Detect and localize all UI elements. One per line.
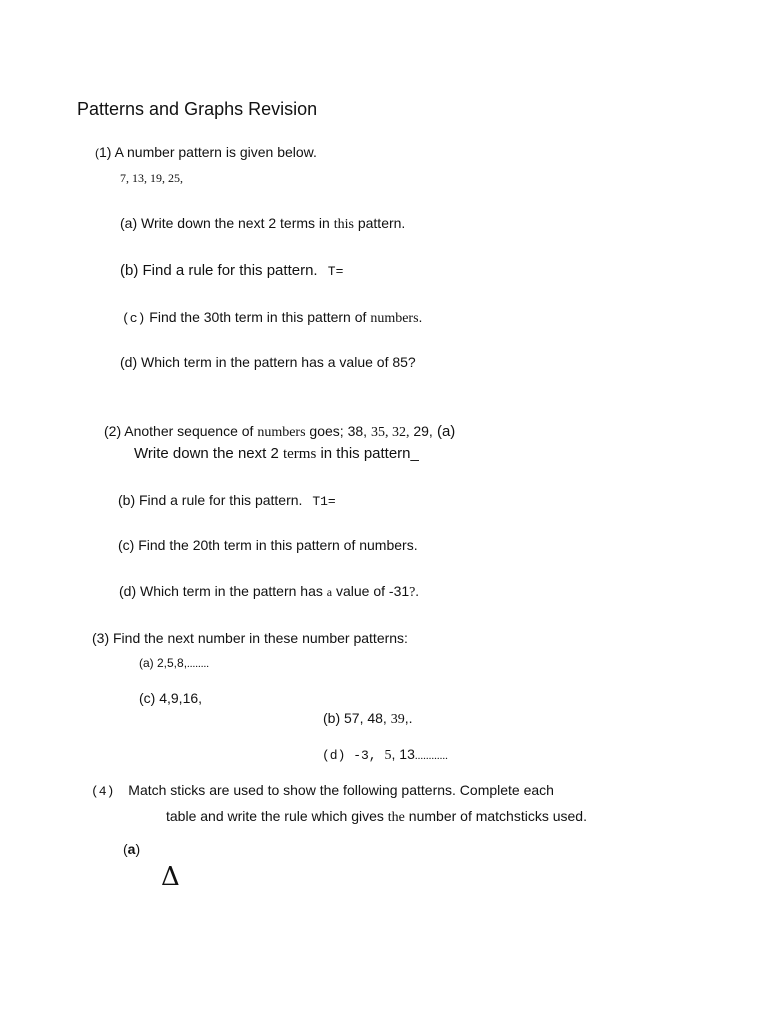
q4-line1 [91, 782, 554, 799]
q2-a-post: in this pattern_ [316, 445, 419, 462]
q1-a-mid: this [333, 217, 354, 232]
q4-a-open: ( [123, 841, 128, 857]
q2-a-label: (a) [432, 423, 456, 440]
page-title: Patterns and Graphs Revision [77, 99, 318, 119]
q2-pre: (2) Another sequence of [104, 423, 258, 439]
q2-d-a: a [326, 585, 333, 599]
q4-part-a-label [123, 841, 140, 857]
q3-stem: (3) Find the next number in these number patterns: [92, 630, 408, 646]
q1-c-mid: numbers [370, 311, 419, 326]
q3-a-text: (a) 2,5,8, [139, 656, 188, 670]
q1-part-d: (d) Which term in the pattern has a value of 85? [120, 354, 416, 370]
q4-number: (4) [91, 784, 115, 799]
q1-stem [95, 144, 317, 160]
q3-d-dots: ............ [414, 750, 448, 762]
q3-b-pre: (b) 57, 48, [323, 710, 391, 726]
q2-numbers-word: numbers [257, 425, 306, 440]
q2-seq-end: 29, [409, 423, 433, 439]
q4-a-letter: a [127, 841, 136, 857]
q1-sequence: 7, 13, 19, 25, [120, 171, 183, 185]
q3-d-post: , 13 [391, 746, 415, 762]
q3-part-d [322, 746, 448, 764]
q1-c-post: . [418, 309, 423, 325]
q2-d-post: value of -31 [332, 583, 410, 599]
q3-d-pre: (d) -3, [322, 748, 377, 763]
q2-b-rule: T1= [312, 494, 336, 509]
q2-d-end: ?. [409, 585, 419, 600]
q2-part-d [119, 583, 419, 601]
q1-paren: ( [95, 146, 99, 160]
q3-a-dots: ........ [187, 658, 210, 670]
q2-stem [104, 423, 455, 441]
q2-part-c: (c) Find the 20th term in this pattern of numbers. [118, 537, 418, 553]
q3-part-c: (c) 4,9,16, [139, 690, 203, 706]
q1-part-c [122, 309, 422, 327]
q2-goes: goes; 38, [305, 423, 371, 439]
q3-b-post: ,. [404, 710, 413, 726]
q4-line2 [166, 808, 587, 826]
q1-stem-text: 1) A number pattern is given below. [99, 144, 317, 160]
q3-part-a [139, 656, 209, 670]
q1-part-a [120, 215, 405, 233]
triangle-matchstick-figure: Δ [161, 862, 180, 892]
q2-part-b [118, 492, 336, 509]
q2-b-text: (b) Find a rule for this pattern. [118, 492, 303, 508]
q4-line2-post: number of matchsticks used. [404, 808, 587, 824]
q4-line1-text: Match sticks are used to show the following patterns. Complete each [128, 782, 554, 798]
q2-a-terms: terms [282, 446, 317, 462]
q1-c-pre: Find the 30th term in this pattern of [145, 309, 371, 325]
q2-d-pre: (d) Which term in the pattern has [119, 583, 327, 599]
q1-c-label: (c) [122, 311, 146, 326]
q3-d-five: 5 [384, 748, 392, 763]
q4-a-close: ) [135, 841, 141, 857]
q4-line2-pre: table and write the rule which gives [166, 808, 388, 824]
q1-part-b [120, 262, 343, 279]
q3-b-mid: 39 [390, 712, 405, 727]
q3-part-b [323, 710, 412, 728]
q4-line2-the: the [387, 810, 405, 825]
q1-a-post: pattern. [353, 215, 406, 231]
q1-b-rule: T= [327, 264, 344, 279]
q2-a-pre: Write down the next 2 [134, 445, 283, 462]
q1-a-pre: (a) Write down the next 2 terms in [120, 215, 334, 231]
q2-part-a [134, 445, 419, 463]
q1-b-text: (b) Find a rule for this pattern. [120, 262, 318, 279]
q2-seq-mid: 35, 32, [370, 425, 410, 440]
